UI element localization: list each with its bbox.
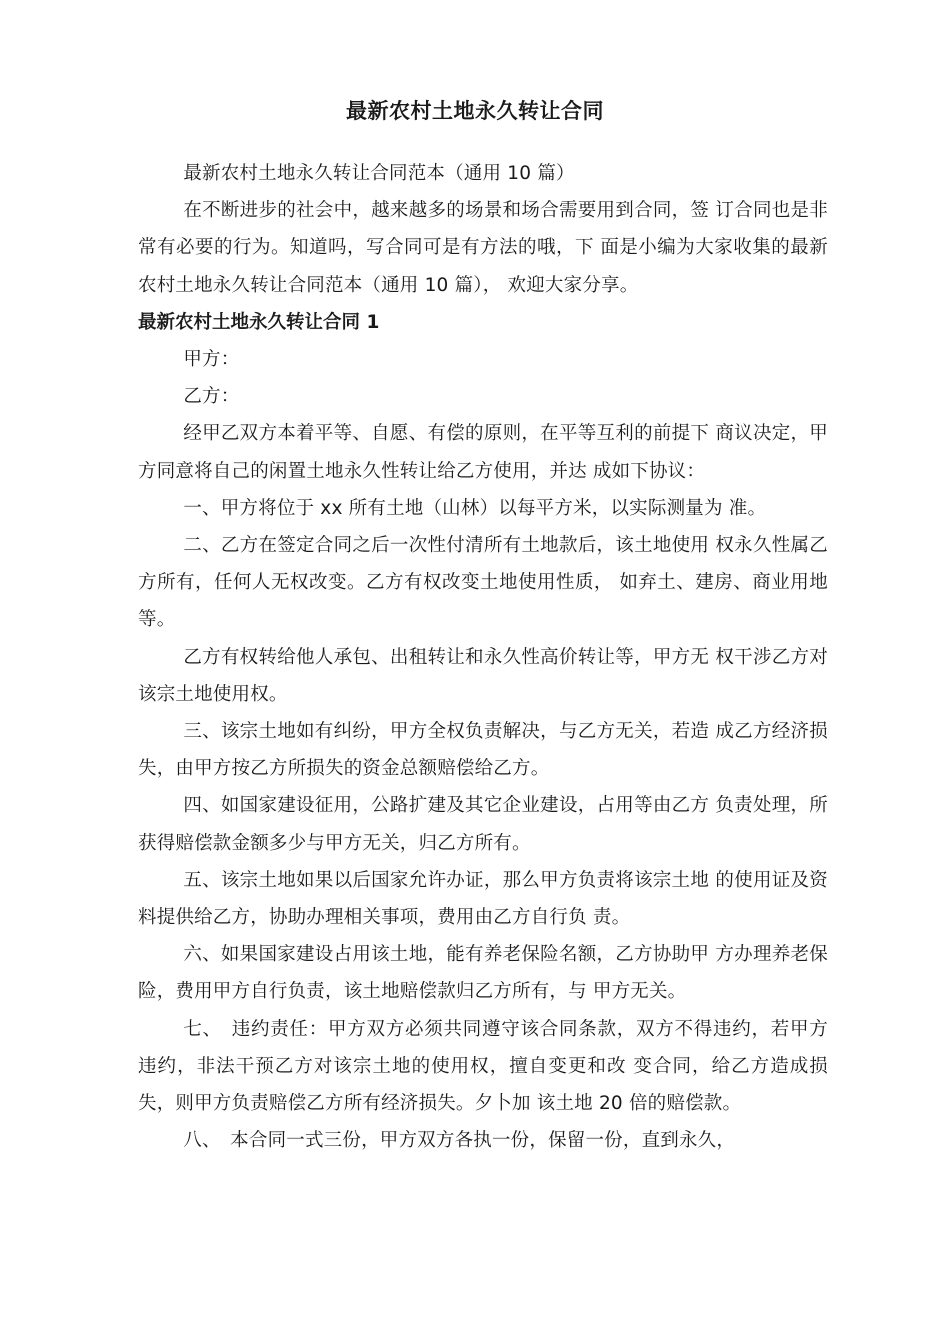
document-body [138, 155, 828, 1159]
clause-8: 八、 本合同一式三份，甲方双方各执一份，保留一份，直到永久， [183, 1130, 736, 1152]
document-subtitle: 最新农村土地永久转让合同范本（通用 10 篇） [183, 163, 575, 184]
clause-5: 五、该宗土地如果以后国家允许办证，那么甲方负责将该宗土地 的使用证及资料提供给乙方，协助办理相关事项，费用由乙方自行负 责。 [138, 869, 828, 929]
document-title: 最新农村土地永久转让合同 [346, 99, 604, 123]
clause-1: 一、甲方将位于 xx 所有土地（山林）以每平方米，以实际测量为 准。 [183, 497, 767, 519]
clause-3: 三、该宗土地如有纠纷，甲方全权负责解决，与乙方无关，若造 成乙方经济损失，由甲方按乙方所损失的资金总额赔偿给乙方。 [138, 721, 828, 780]
clause-6: 六、如果国家建设占用该土地，能有养老保险名额，乙方协助甲 方办理养老保险，费用甲方自行负责，该土地赔偿款归乙方所有，与 甲方无关。 [138, 944, 828, 1003]
clause-4: 四、如国家建设征用，公路扩建及其它企业建设，占用等由乙方 负责处理，所获得赔偿款金额多少与甲方无关，归乙方所有。 [138, 795, 828, 854]
party-b-line: 乙方： [183, 386, 240, 408]
intro-paragraph: 在不断进步的社会中，越来越多的场景和场合需要用到合同，签 订合同也是非常有必要的行为。知道吗，写合同可是有方法的哦，下 面是小编为大家收集的最新农村土地永久转让合同范本（通用 10 篇）， 欢迎大家分享。 [138, 200, 828, 296]
party-a-line: 甲方： [183, 349, 240, 371]
clause-2: 二、乙方在签定合同之后一次性付清所有土地款后，该土地使用 权永久性属乙方所有，任何人无权改变。乙方有权改变土地使用性质， 如弃土、建房、商业用地等。 [138, 535, 828, 631]
clause-7: 七、 违约责任：甲方双方必须共同遵守该合同条款，双方不得违约，若甲方违约，非法干预乙方对该宗土地的使用权，擅自变更和改 变合同，给乙方造成损失，则甲方负责赔偿乙方所有经济损失。夕卜加 该土地 20 倍的赔偿款。 [138, 1018, 828, 1115]
section-heading: 最新农村土地永久转让合同 1 [138, 311, 380, 333]
preamble-paragraph: 经甲乙双方本着平等、自愿、有偿的原则，在平等互利的前提下 商议决定，甲方同意将自己的闲置土地永久性转让给乙方使用，并达 成如下协议： [138, 423, 828, 482]
clause-2-supplement: 乙方有权转给他人承包、出租转让和永久性高价转让等，甲方无 权干涉乙方对该宗土地使用权。 [138, 646, 828, 705]
